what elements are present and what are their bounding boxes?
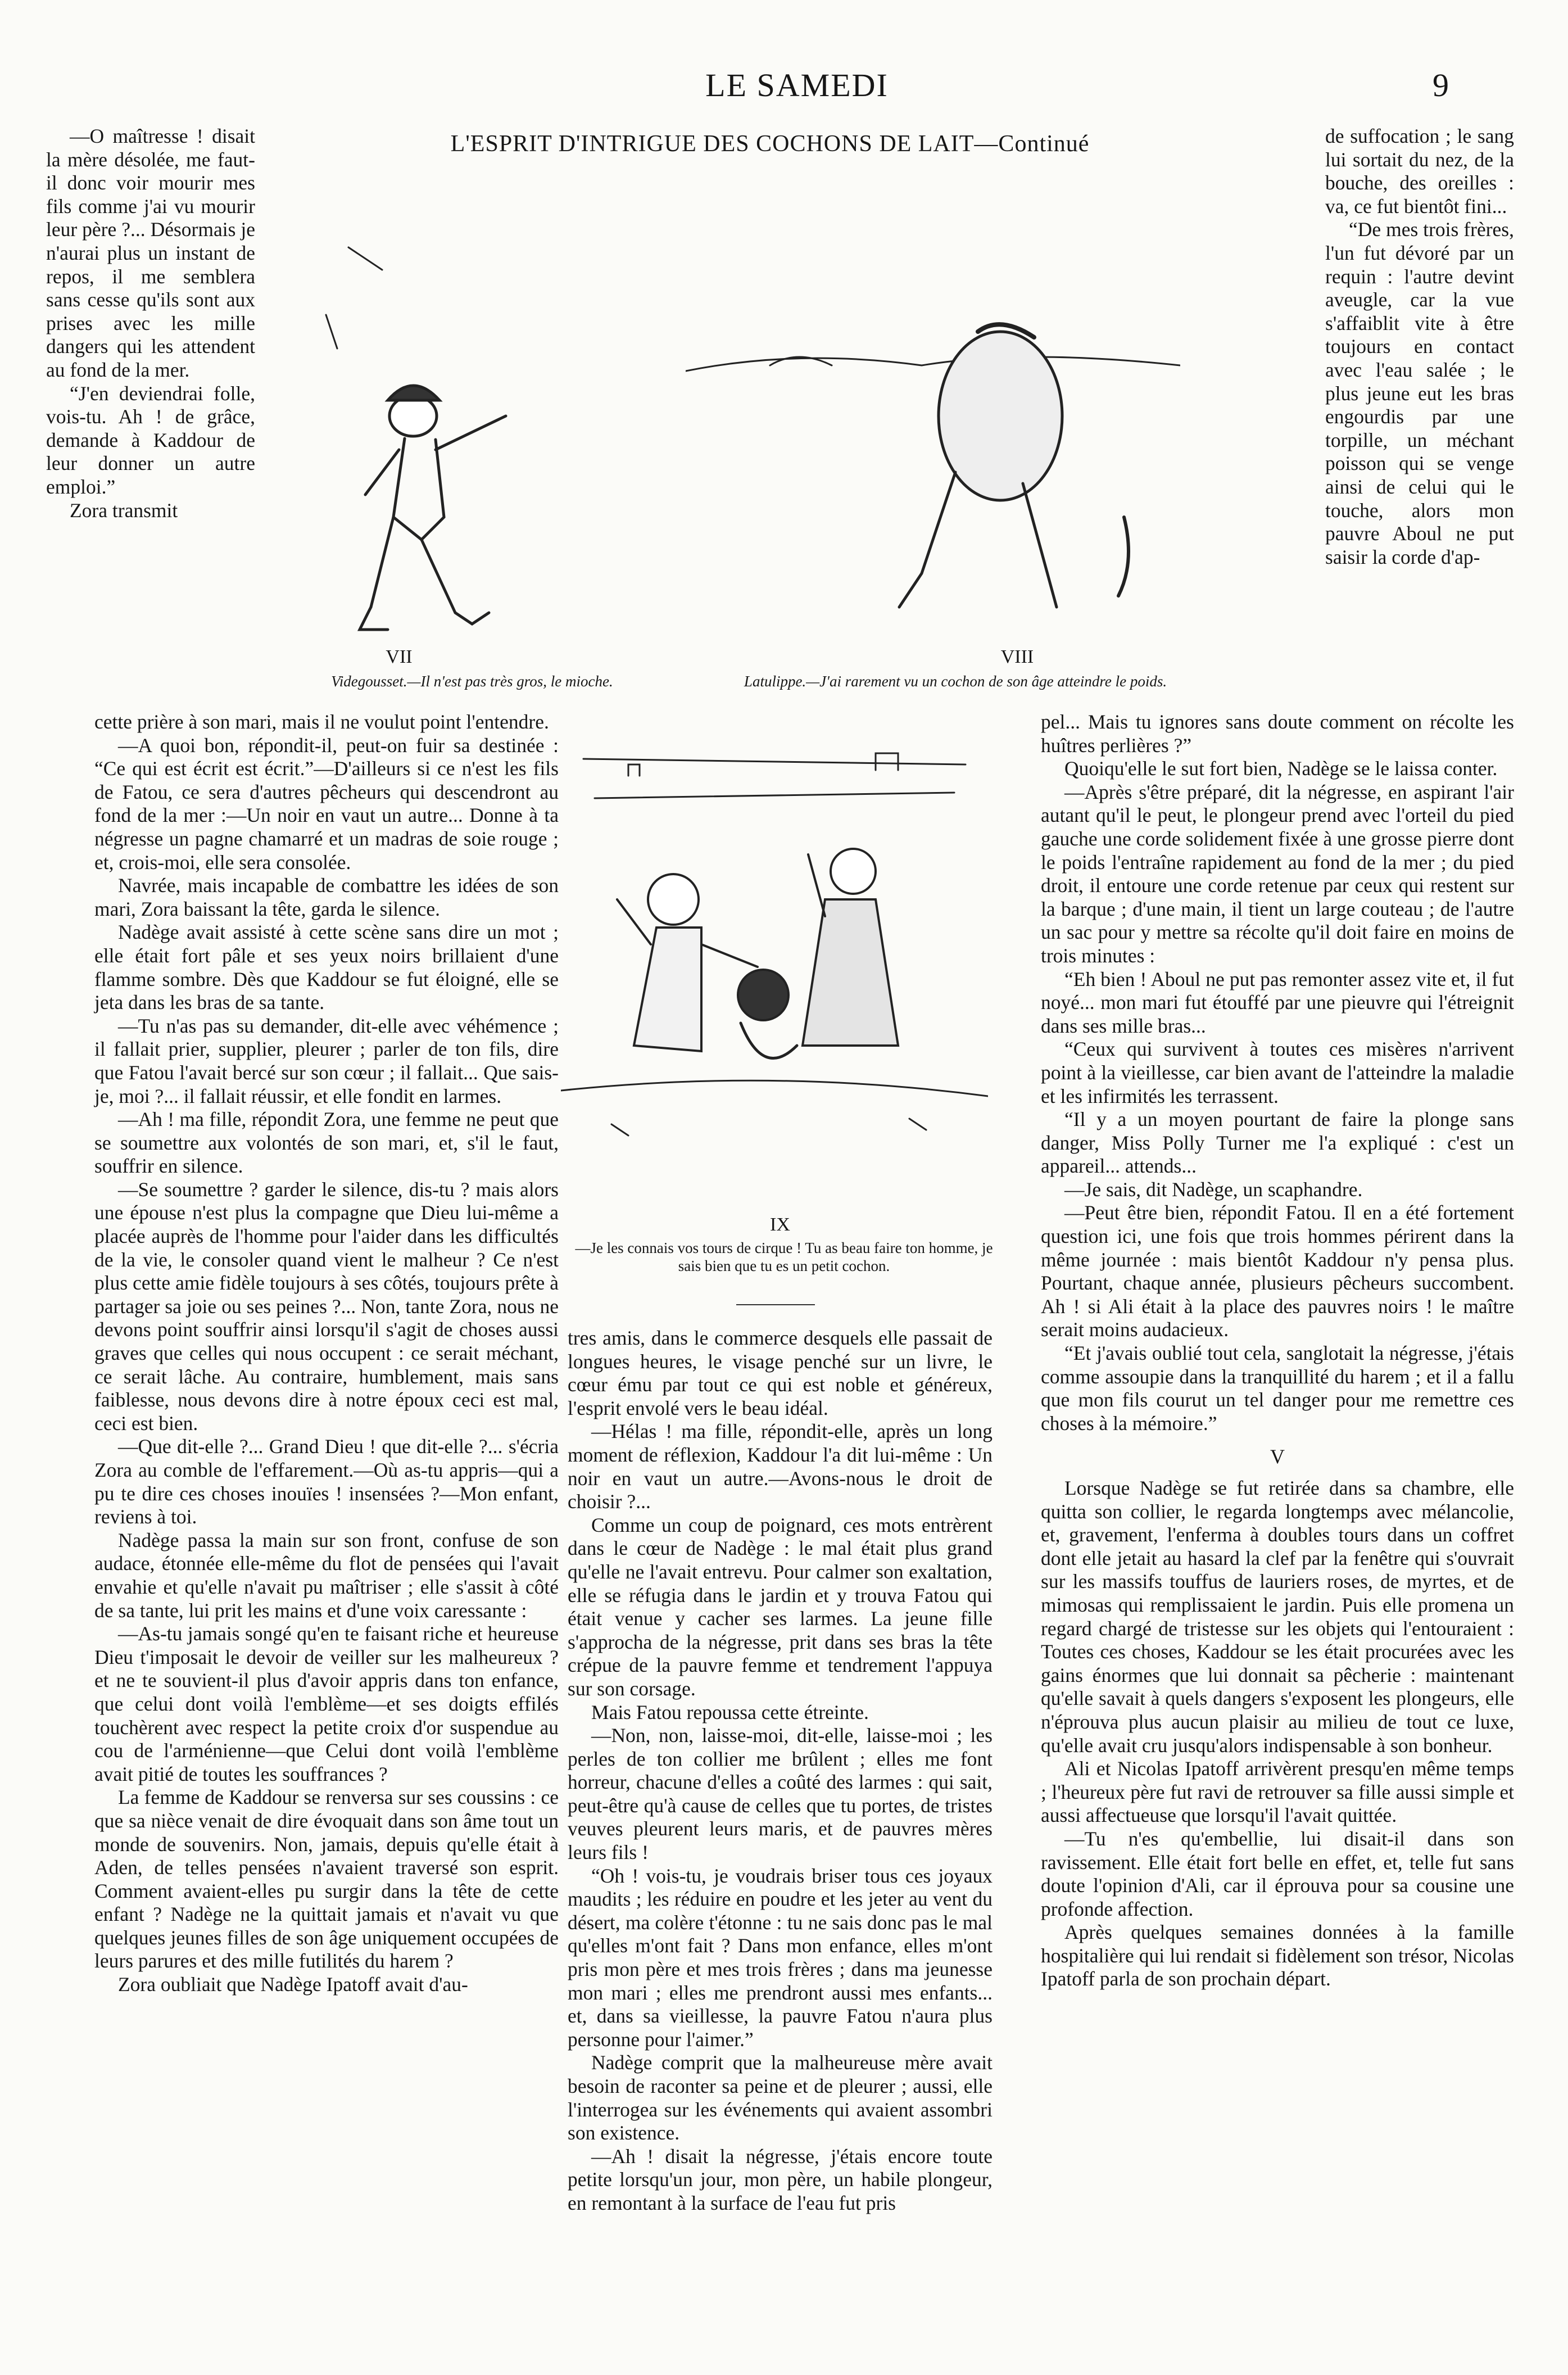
caption-vii-text: Videgousset.—Il n'est pas très gros, le mioche. [331,673,613,690]
paragraph: Nadège avait assisté à cette scène sans dire un mot ; elle était fort pâle et ses yeux noirs brillaient d'une flamme sombre. Dès que Kaddour se fut éloigné, elle se jeta dans les bras de sa tante. [94,921,559,1014]
caption-viii-numeral: VIII [1000,646,1034,667]
paragraph: —Tu n'es qu'embellie, lui disait-il dans son ravissement. Elle était fort belle en effet, et, telle fut sans doute l'opinion d'Ali, car il éprouva pour sa cousine une profonde affection. [1041,1827,1514,1920]
caption-ix-text: —Je les connais vos tours de cirque ! Tu as beau faire ton homme, je sais bien que tu es un petit cochon. [575,1239,993,1274]
paragraph: Comme un coup de poignard, ces mots entrèrent dans le cœur de Nadège : le mal était plus grand qu'elle ne l'avait entrevu. Pour calmer son exaltation, elle se réfugia dans le jardin et y trouva Fatou qui était venue y cacher ses larmes. La jeune fille s'approcha de la négresse, prit dans ses bras la tête crépue de la pauvre femme et tendrement l'appuya sur son corsage. [568,1513,993,1700]
col3-narrow [1325,125,1514,569]
section-heading-v: V [1270,1445,1285,1468]
col2 [568,1327,993,2215]
paragraph: Nadège comprit que la malheureuse mère avait besoin de raconter sa peine et de pleurer ; aussi, elle l'interrogea sur les événements qui avaient assombri son existence. [568,2051,993,2145]
paragraph: tres amis, dans le commerce desquels elle passait de longues heures, le visage penché sur un livre, le cœur ému par tout ce qui est noble et généreux, l'esprit envolé vers le beau idéal. [568,1327,993,1419]
col1-main [94,711,559,1997]
illustration-vii [315,180,663,663]
caption-ix-numeral: IX [770,1214,790,1235]
paragraph: pel... Mais tu ignores sans doute comment on récolte les huîtres perlières ?” [1041,711,1514,757]
paragraph: Ali et Nicolas Ipatoff arrivèrent presqu'en même temps ; l'heureux père fut ravi de retrouver sa fille aussi simple et aussi affectueuse que lorsqu'il l'avait quittée. [1041,1757,1514,1827]
running-title: LE SAMEDI [705,67,889,103]
paragraph: “Eh bien ! Aboul ne put pas remonter assez vite et, il fut noyé... mon mari fut étouffé par une pieuvre qui l'étreignit dans ses mille bras... [1041,967,1514,1037]
paragraph: Navrée, mais incapable de combattre les idées de son mari, Zora baissant la tête, garda le silence. [94,874,559,920]
paragraph: “Ceux qui survivent à toutes ces misères n'arrivent point à la vieillesse, car bien avant de l'atteindre la maladie et les infirmités les terrassent. [1041,1038,1514,1107]
paragraph: —Se soumettre ? garder le silence, dis-tu ? mais alors une épouse n'est plus la compagne que Dieu lui-même a placée auprès de l'homme pour l'aider dans les difficultés de la vie, le consoler quand vient le malheur ? Ce n'est plus cette amie fidèle toujours à ses côtés, toujours prête à partager sa joie ou ses peines ?... Non, tante Zora, nous ne devons point souffrir ainsi lorsqu'il s'agit de choses aussi graves que celles qui nous occupent : ce serait méchant, ce serait lâche. Au contraire, humblement, mais sans faiblesse, nous devons dire à notre époux ceci est mal, ceci est bien. [94,1178,559,1435]
paragraph: —Hélas ! ma fille, répondit-elle, après un long moment de réflexion, Kaddour l'a dit lui-même : Un noir en vaut un autre.—Avons-nous le droit de choisir ?... [568,1420,993,1513]
paragraph: Zora oubliait que Nadège Ipatoff avait d'au- [118,1973,468,1996]
illustration-viii [686,180,1180,663]
paragraph: Après quelques semaines données à la famille hospitalière qui lui rendait si fidèlement son trésor, Nicolas Ipatoff parla de son prochain départ. [1041,1921,1514,1991]
paragraph: —Non, non, laisse-moi, dit-elle, laisse-moi ; les perles de ton collier me brûlent ; elles me font horreur, chacune d'elles a coûté des larmes : qui sait, peut-être qu'à cause de celles que tu portes, de tristes veuves pleurent leurs maris, et de pauvres mères leurs fils ! [568,1724,993,1864]
paragraph: —Ah ! disait la négresse, j'étais encore toute petite lorsqu'un jour, mon père, un habile plongeur, en remontant à la surface de l'eau fut pris [568,2145,993,2214]
caption-viii-text: Latulippe.—J'ai rarement vu un cochon de son âge atteindre le poids. [744,673,1167,690]
paragraph: “Oh ! vois-tu, je voudrais briser tous ces joyaux maudits ; les réduire en poudre et les jeter au vent du désert, ma colère t'étonne : tu ne sais donc pas le mal qu'elles m'ont fait ? Dans mon enfance, elles m'ont pris mon père et mes trois frères ; dans ma jeunesse mon mari ; elles me prendront aussi mes enfants... et, dans sa vieillesse, la pauvre Fatou n'aura plus personne pour l'aimer.” [568,1864,993,2051]
paragraph: —Après s'être préparé, dit la négresse, en aspirant l'air autant qu'il le peut, le plongeur prend avec l'orteil du pied gauche une corde solidement fixée à une grosse pierre dont le poids l'entraîne rapidement au fond de la mer ; du pied droit, il entoure une corde retenue par ceux qui restent sur la barque ; d'une main, il tient un large couteau ; de l'autre un sac pour y mettre sa récolte qu'il doit faire en moins de trois minutes : [1041,780,1514,967]
paragraph: Lorsque Nadège se fut retirée dans sa chambre, elle quitta son collier, le regarda longtemps avec mélancolie, et, gravement, l'enferma à doubles tours dans un coffret dont elle jetait au hasard la clef par la fenêtre qui s'ouvrait sur les massifs touffus de lauriers roses, de myrtes, et de mimosas qui remplissaient le jardin. Puis elle promena un regard chargé de tristesse sur les objets qui l'entouraient : Toutes ces choses, Kaddour se les était procurées avec les gains énormes que lui donnait sa pêcherie : maintenant qu'elle savait à quels dangers s'exposent les plongeurs, elle n'éprouva plus aucun plaisir au milieu de tout ce luxe, qu'elle avait cru jusqu'alors indispensable à son bonheur. [1041,1477,1514,1757]
paragraph: Mais Fatou repoussa cette étreinte. [591,1700,869,1723]
illustration-ix [561,731,988,1203]
paragraph: —A quoi bon, répondit-il, peut-on fuir sa destinée : “Ce qui est écrit est écrit.”—D'ailleurs si ce n'est les fils de Fatou, ce sera d'autres pêcheurs qui descendront au fond de la mer :—Un noir en vaut un autre... Donne à ta négresse un pagne chamarré et un madras de soie rouge ; et, crois-moi, elle sera consolée. [94,734,559,874]
paragraph: de suffocation ; le sang lui sortait du nez, de la bouche, des oreilles : va, ce fut bientôt fini... [1325,125,1514,218]
divider [736,1304,815,1305]
paragraph: “Il y a un moyen pourtant de faire la plonge sans danger, Miss Polly Turner me l'a expliqué : c'est un appareil... attends... [1041,1108,1514,1178]
paragraph: cette prière à son mari, mais il ne voulut point l'entendre. [94,711,549,733]
paragraph: “J'en deviendrai folle, vois-tu. Ah ! de grâce, demande à Kaddour de leur donner un autre emploi.” [46,382,255,498]
paragraph: —O maîtresse ! disait la mère désolée, me faut-il donc voir mourir mes fils comme j'ai vu mourir leur père ?... Désormais je n'aurai plus un instant de repos, il me semblera sans cesse qu'ils sont aux prises avec les mille dangers qui les attendent au fond de la mer. [46,125,255,381]
series-title: L'ESPRIT D'INTRIGUE DES COCHONS DE LAIT—Continué [450,131,1090,157]
paragraph: La femme de Kaddour se renversa sur ses coussins : ce que sa nièce venait de dire évoquait dans son âme tout un monde de souvenirs. Non, jamais, depuis qu'elle était à Aden, de telles pensées n'avaient traversé son esprit. Comment avaient-elles pu surgir dans la tête de cette enfant ? Nadège ne la quittait jamais et n'avait vu que quelques jeunes filles de son âge uniquement occupées de leurs parures et des mille futilités du harem ? [94,1786,559,1973]
paragraph: “Et j'avais oublié tout cela, sanglotait la négresse, j'étais comme assoupie dans la tranquillité du harem ; et il a fallu que mon fils courut un tel danger pour me remettre ces choses à la mémoire.” [1041,1342,1514,1435]
paragraph: Zora transmit [70,499,178,522]
paragraph: —Que dit-elle ?... Grand Dieu ! que dit-elle ?... s'écria Zora au comble de l'effarement.—Où as-tu appris—qui a pu te dire ces choses inouïes ! insensées ?—Mon enfant, reviens à toi. [94,1435,559,1528]
page-number: 9 [1433,67,1450,103]
paragraph: —Ah ! ma fille, répondit Zora, une femme ne peut que se soumettre aux volontés de son mari, et, s'il le faut, souffrir en silence. [94,1108,559,1178]
paragraph: Quoiqu'elle le sut fort bien, Nadège se le laissa conter. [1064,757,1498,780]
col1-narrow [46,125,255,522]
paragraph: —Tu n'as pas su demander, dit-elle avec véhémence ; il fallait prier, supplier, pleurer ; parler de ton fils, dire que Fatou l'avait bercé sur son cœur ; il fallait... Que sais-je, moi ?... il fallait réussir, et elle fondit en larmes. [94,1014,559,1107]
caption-vii-numeral: VII [386,646,413,667]
paragraph: “De mes trois frères, l'un fut dévoré par un requin : l'autre devint aveugle, car la vue s'affaiblit vite à être toujours en contact avec l'eau salée ; le plus jeune eut les bras engourdis par une torpille, un méchant poisson qui se venge ainsi de celui qui le touche, alors mon pauvre Aboul ne put saisir la corde d'ap- [1325,218,1514,568]
paragraph: —Peut être bien, répondit Fatou. Il en a été fortement question ici, une fois que trois hommes périrent dans la même journée : mais bientôt Kaddour n'y pensa plus. Pourtant, chaque année, plusieurs pêcheurs succombent. Ah ! si Ali était à la place des pauvres noirs ! le maître serait moins audacieux. [1041,1201,1514,1341]
paragraph: —Je sais, dit Nadège, un scaphandre. [1064,1178,1363,1201]
paragraph: Nadège passa la main sur son front, confuse de son audace, étonnée elle-même du flot de pensées qui l'avait envahie et qu'elle n'avait pu maîtriser ; elle s'assit à côté de sa tante, lui prit les mains et d'une voix caressante : [94,1528,559,1622]
col3-main [1041,711,1514,1991]
paragraph: —As-tu jamais songé qu'en te faisant riche et heureuse Dieu t'imposait le devoir de veiller sur les malheureux ? et ne te souvient-il plus d'avoir appris dans ton enfance, que celui dont voilà l'emblème—et ses doigts effilés touchèrent avec respect la petite croix d'or suspendue au cou de l'arménienne—que Celui dont voilà l'emblème avait pitié de toutes les souffrances ? [94,1622,559,1785]
